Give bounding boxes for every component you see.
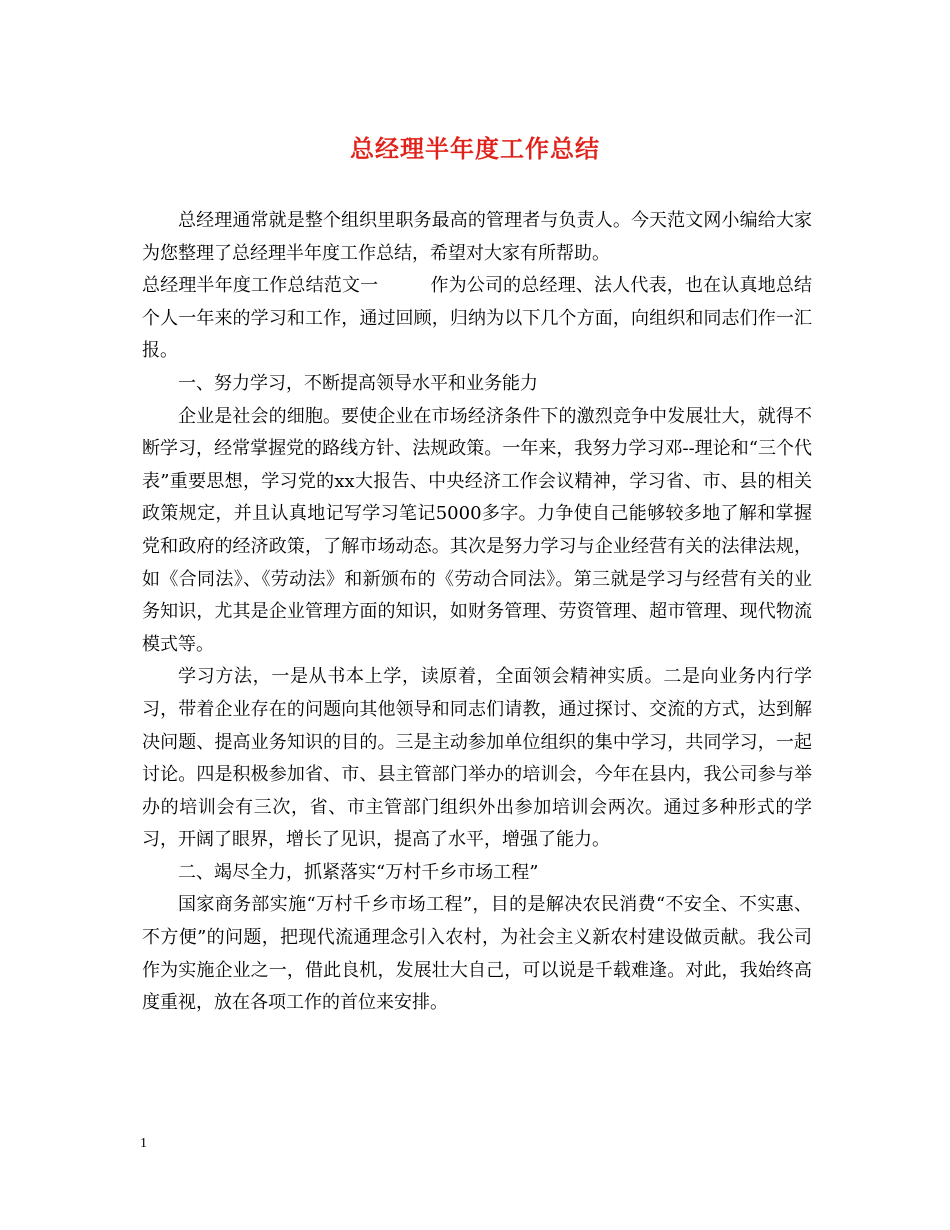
section2-paragraph-1: 国家商务部实施“万村千乡市场工程”，目的是解决农民消费“不安全、不实惠、不方便”的问题，把现代流通理念引入农村，为社会主义新农村建设做贡献。我公司作为实施企业之一，借此良机，发展壮大自己，可以说是千载难逢。对此，我始终高度重视，放在各项工作的首位来安排。 bbox=[142, 894, 812, 1014]
section-heading-1: 一、努力学习，不断提高领导水平和业务能力 bbox=[178, 372, 538, 394]
section1-paragraph-2: 学习方法，一是从书本上学，读原着，全面领会精神实质。二是向业务内行学习，带着企业存在的问题向其他领导和同志们请教，通过探讨、交流的方式，达到解决问题、提高业务知识的目的。三是主动参加单位组织的集中学习，共同学习，一起讨论。四是积极参加省、市、县主管部门举办的培训会，今年在县内，我公司参与举办的培训会有三次，省、市主管部门组织外出参加培训会两次。通过多种形式的学习，开阔了眼界，增长了见识，提高了水平，增强了能力。 bbox=[142, 666, 812, 851]
document-body bbox=[142, 205, 812, 1020]
sample-opening: 作为公司的总经理、法人代表，也在认真地总结个人一年来的学习和工作，通过回顾，归纳为以下几个方面，向组织和同志们作一汇报。 bbox=[142, 275, 813, 362]
sample-paragraph bbox=[142, 270, 812, 368]
section1-paragraph-1: 企业是社会的细胞。要使企业在市场经济条件下的激烈竞争中发展壮大，就得不断学习，经常掌握党的路线方针、法规政策。一年来，我努力学习邓--理论和“三个代表”重要思想，学习党的xx大报告、中央经济工作会议精神，学习省、市、县的相关政策规定，并且认真地记写学习笔记5000多字。力争使自己能够较多地了解和掌握党和政府的经济政策，了解市场动态。其次是努力学习与企业经营有关的法律法规，如《合同法》、《劳动法》和新颁布的《劳动合同法》。第三就是学习与经营有关的业务知识，尤其是企业管理方面的知识，如财务管理、劳资管理、超市管理、现代物流模式等。 bbox=[142, 405, 812, 655]
page-number: 1 bbox=[140, 1136, 147, 1151]
document-title: 总经理半年度工作总结 bbox=[350, 135, 600, 163]
section-heading-2: 二、竭尽全力，抓紧落实“万村千乡市场工程” bbox=[178, 861, 539, 883]
intro-paragraph: 总经理通常就是整个组织里职务最高的管理者与负责人。今天范文网小编给大家为您整理了总经理半年度工作总结，希望对大家有所帮助。 bbox=[142, 210, 812, 264]
sample-heading: 总经理半年度工作总结范文一 bbox=[142, 275, 379, 297]
